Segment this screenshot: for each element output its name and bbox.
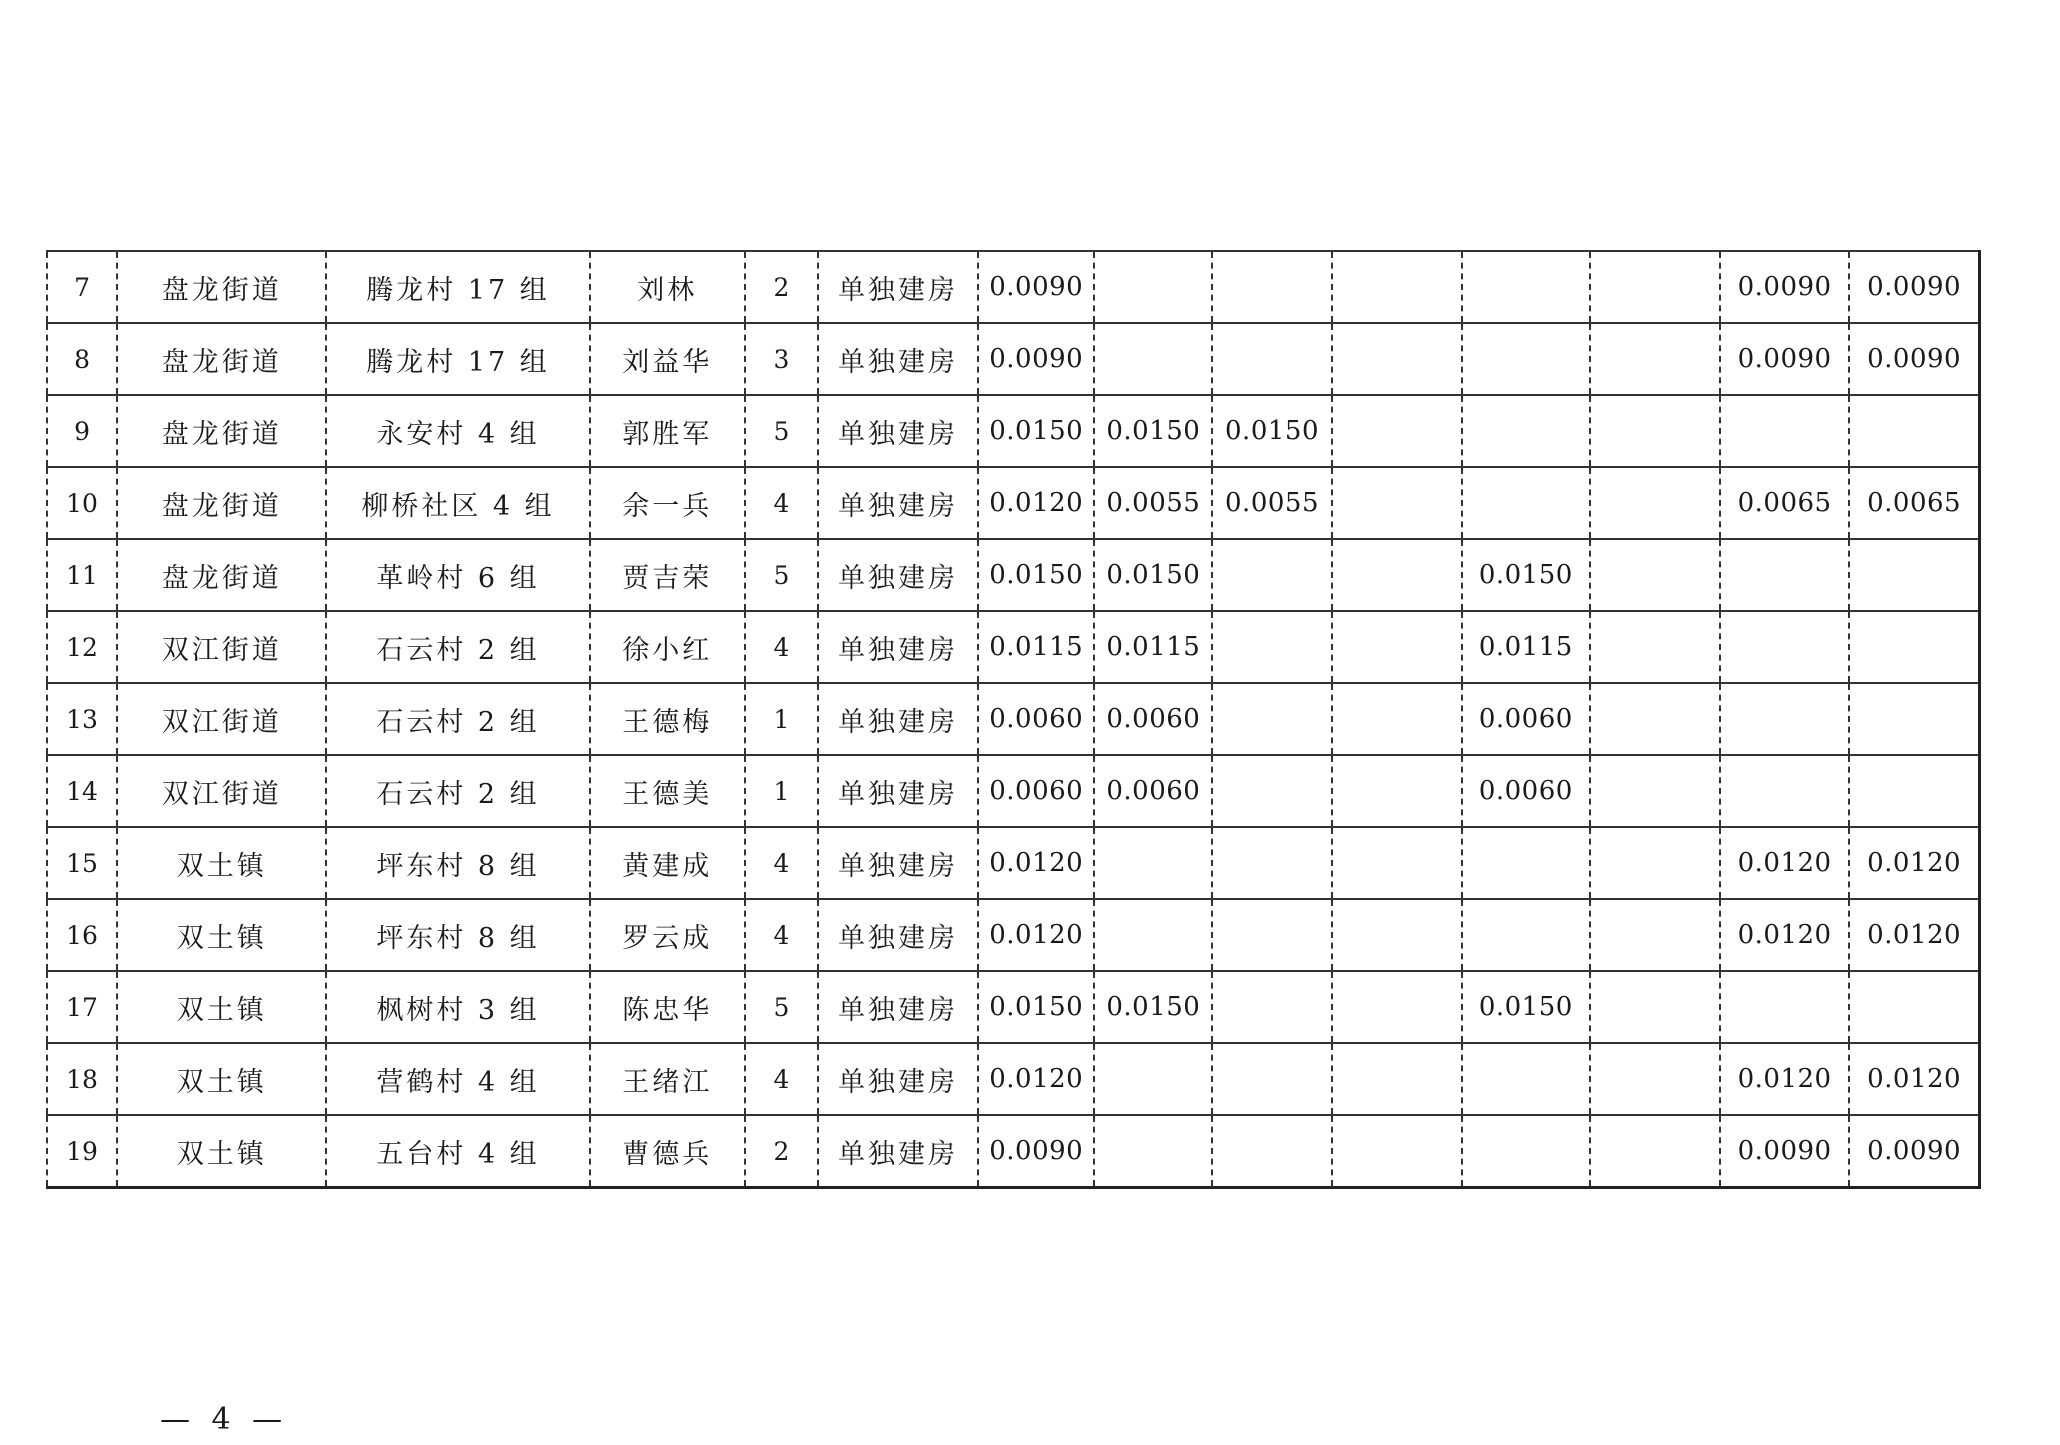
area-cell-5	[1462, 1043, 1590, 1115]
area-cell-6	[1590, 467, 1720, 539]
area-cell-4	[1332, 1043, 1462, 1115]
build-type-cell: 单独建房	[818, 467, 978, 539]
area-cell-2: 0.0150	[1094, 971, 1212, 1043]
area-cell-2: 0.0060	[1094, 755, 1212, 827]
area-cell-8: 0.0090	[1849, 1115, 1979, 1188]
area-cell-7	[1720, 395, 1849, 467]
area-cell-1: 0.0150	[978, 539, 1094, 611]
area-cell-5: 0.0150	[1462, 539, 1590, 611]
build-type-cell: 单独建房	[818, 971, 978, 1043]
household-size-cell: 1	[745, 755, 818, 827]
area-cell-1: 0.0120	[978, 827, 1094, 899]
area-cell-5: 0.0060	[1462, 755, 1590, 827]
township-cell: 双土镇	[117, 1043, 326, 1115]
area-cell-5	[1462, 1115, 1590, 1188]
area-cell-6	[1590, 611, 1720, 683]
village-group-cell: 坪东村 8 组	[326, 899, 589, 971]
applicant-name-cell: 王德美	[590, 755, 745, 827]
area-cell-1: 0.0090	[978, 323, 1094, 395]
area-cell-4	[1332, 395, 1462, 467]
household-size-cell: 4	[745, 899, 818, 971]
village-group-cell: 柳桥社区 4 组	[326, 467, 589, 539]
area-cell-1: 0.0115	[978, 611, 1094, 683]
area-cell-5	[1462, 467, 1590, 539]
build-type-cell: 单独建房	[818, 323, 978, 395]
area-cell-8: 0.0120	[1849, 899, 1979, 971]
area-cell-8	[1849, 611, 1979, 683]
household-size-cell: 4	[745, 827, 818, 899]
village-group-cell: 石云村 2 组	[326, 683, 589, 755]
village-group-cell: 石云村 2 组	[326, 755, 589, 827]
row-number-cell: 12	[47, 611, 117, 683]
village-group-cell: 五台村 4 组	[326, 1115, 589, 1188]
build-type-cell: 单独建房	[818, 899, 978, 971]
applicant-name-cell: 刘林	[590, 251, 745, 323]
area-cell-6	[1590, 899, 1720, 971]
area-cell-8: 0.0090	[1849, 251, 1979, 323]
township-cell: 双土镇	[117, 827, 326, 899]
table-body	[47, 251, 1980, 1188]
area-cell-4	[1332, 899, 1462, 971]
table-row	[47, 539, 1980, 611]
village-group-cell: 腾龙村 17 组	[326, 251, 589, 323]
area-cell-1: 0.0120	[978, 467, 1094, 539]
area-cell-4	[1332, 539, 1462, 611]
area-cell-4	[1332, 323, 1462, 395]
area-cell-7: 0.0065	[1720, 467, 1849, 539]
household-size-cell: 2	[745, 1115, 818, 1188]
area-cell-3	[1212, 611, 1331, 683]
land-use-table	[46, 250, 1981, 1189]
area-cell-4	[1332, 467, 1462, 539]
area-cell-1: 0.0120	[978, 899, 1094, 971]
household-size-cell: 1	[745, 683, 818, 755]
area-cell-3	[1212, 1043, 1331, 1115]
area-cell-5: 0.0115	[1462, 611, 1590, 683]
area-cell-4	[1332, 827, 1462, 899]
area-cell-5	[1462, 395, 1590, 467]
table-row	[47, 1043, 1980, 1115]
area-cell-3	[1212, 899, 1331, 971]
village-group-cell: 永安村 4 组	[326, 395, 589, 467]
applicant-name-cell: 罗云成	[590, 899, 745, 971]
area-cell-7: 0.0120	[1720, 899, 1849, 971]
row-number-cell: 7	[47, 251, 117, 323]
table-row	[47, 467, 1980, 539]
area-cell-1: 0.0150	[978, 395, 1094, 467]
area-cell-4	[1332, 971, 1462, 1043]
township-cell: 双江街道	[117, 611, 326, 683]
area-cell-1: 0.0090	[978, 251, 1094, 323]
area-cell-8	[1849, 755, 1979, 827]
area-cell-6	[1590, 323, 1720, 395]
household-size-cell: 5	[745, 971, 818, 1043]
township-cell: 双土镇	[117, 971, 326, 1043]
row-number-cell: 9	[47, 395, 117, 467]
township-cell: 双江街道	[117, 755, 326, 827]
applicant-name-cell: 余一兵	[590, 467, 745, 539]
table-row	[47, 827, 1980, 899]
village-group-cell: 革岭村 6 组	[326, 539, 589, 611]
table-row	[47, 611, 1980, 683]
build-type-cell: 单独建房	[818, 395, 978, 467]
area-cell-2: 0.0055	[1094, 467, 1212, 539]
row-number-cell: 17	[47, 971, 117, 1043]
village-group-cell: 枫树村 3 组	[326, 971, 589, 1043]
area-cell-7: 0.0090	[1720, 323, 1849, 395]
area-cell-4	[1332, 251, 1462, 323]
area-cell-1: 0.0090	[978, 1115, 1094, 1188]
household-size-cell: 4	[745, 467, 818, 539]
area-cell-6	[1590, 539, 1720, 611]
area-cell-7: 0.0090	[1720, 251, 1849, 323]
area-cell-8: 0.0090	[1849, 323, 1979, 395]
table-row	[47, 899, 1980, 971]
area-cell-7	[1720, 971, 1849, 1043]
household-size-cell: 4	[745, 611, 818, 683]
township-cell: 盘龙街道	[117, 395, 326, 467]
village-group-cell: 营鹤村 4 组	[326, 1043, 589, 1115]
area-cell-4	[1332, 755, 1462, 827]
area-cell-6	[1590, 251, 1720, 323]
area-cell-2	[1094, 1115, 1212, 1188]
area-cell-3	[1212, 755, 1331, 827]
table-row	[47, 1115, 1980, 1188]
area-cell-2: 0.0060	[1094, 683, 1212, 755]
area-cell-6	[1590, 971, 1720, 1043]
applicant-name-cell: 刘益华	[590, 323, 745, 395]
area-cell-1: 0.0150	[978, 971, 1094, 1043]
area-cell-3	[1212, 323, 1331, 395]
area-cell-4	[1332, 611, 1462, 683]
area-cell-6	[1590, 1115, 1720, 1188]
household-size-cell: 5	[745, 539, 818, 611]
build-type-cell: 单独建房	[818, 251, 978, 323]
area-cell-7: 0.0090	[1720, 1115, 1849, 1188]
area-cell-8: 0.0120	[1849, 1043, 1979, 1115]
area-cell-8	[1849, 683, 1979, 755]
household-size-cell: 4	[745, 1043, 818, 1115]
applicant-name-cell: 王德梅	[590, 683, 745, 755]
household-size-cell: 5	[745, 395, 818, 467]
township-cell: 盘龙街道	[117, 539, 326, 611]
applicant-name-cell: 黄建成	[590, 827, 745, 899]
build-type-cell: 单独建房	[818, 539, 978, 611]
row-number-cell: 10	[47, 467, 117, 539]
build-type-cell: 单独建房	[818, 611, 978, 683]
area-cell-2	[1094, 899, 1212, 971]
applicant-name-cell: 贾吉荣	[590, 539, 745, 611]
area-cell-2	[1094, 1043, 1212, 1115]
area-cell-6	[1590, 755, 1720, 827]
row-number-cell: 15	[47, 827, 117, 899]
table-row	[47, 323, 1980, 395]
area-cell-2	[1094, 251, 1212, 323]
area-cell-4	[1332, 683, 1462, 755]
table-row	[47, 395, 1980, 467]
applicant-name-cell: 曹德兵	[590, 1115, 745, 1188]
village-group-cell: 石云村 2 组	[326, 611, 589, 683]
area-cell-2: 0.0115	[1094, 611, 1212, 683]
table-row	[47, 971, 1980, 1043]
build-type-cell: 单独建房	[818, 683, 978, 755]
row-number-cell: 18	[47, 1043, 117, 1115]
applicant-name-cell: 陈忠华	[590, 971, 745, 1043]
area-cell-6	[1590, 683, 1720, 755]
area-cell-5: 0.0150	[1462, 971, 1590, 1043]
area-cell-2	[1094, 323, 1212, 395]
area-cell-1: 0.0120	[978, 1043, 1094, 1115]
build-type-cell: 单独建房	[818, 827, 978, 899]
area-cell-3	[1212, 827, 1331, 899]
area-cell-6	[1590, 395, 1720, 467]
applicant-name-cell: 郭胜军	[590, 395, 745, 467]
area-cell-3: 0.0055	[1212, 467, 1331, 539]
area-cell-3	[1212, 539, 1331, 611]
township-cell: 盘龙街道	[117, 251, 326, 323]
area-cell-7: 0.0120	[1720, 1043, 1849, 1115]
township-cell: 双土镇	[117, 899, 326, 971]
household-size-cell: 3	[745, 323, 818, 395]
applicant-name-cell: 王绪江	[590, 1043, 745, 1115]
area-cell-7: 0.0120	[1720, 827, 1849, 899]
area-cell-5	[1462, 323, 1590, 395]
area-cell-1: 0.0060	[978, 755, 1094, 827]
area-cell-3	[1212, 971, 1331, 1043]
build-type-cell: 单独建房	[818, 1043, 978, 1115]
area-cell-6	[1590, 827, 1720, 899]
build-type-cell: 单独建房	[818, 1115, 978, 1188]
area-cell-5	[1462, 899, 1590, 971]
area-cell-3: 0.0150	[1212, 395, 1331, 467]
table-row	[47, 251, 1980, 323]
area-cell-8	[1849, 539, 1979, 611]
row-number-cell: 11	[47, 539, 117, 611]
area-cell-2: 0.0150	[1094, 539, 1212, 611]
area-cell-2: 0.0150	[1094, 395, 1212, 467]
area-cell-2	[1094, 827, 1212, 899]
area-cell-1: 0.0060	[978, 683, 1094, 755]
row-number-cell: 13	[47, 683, 117, 755]
township-cell: 盘龙街道	[117, 467, 326, 539]
area-cell-6	[1590, 1043, 1720, 1115]
area-cell-7	[1720, 611, 1849, 683]
area-cell-5	[1462, 251, 1590, 323]
area-cell-7	[1720, 539, 1849, 611]
page-number: — 4 —	[160, 1402, 289, 1437]
area-cell-8	[1849, 395, 1979, 467]
area-cell-5	[1462, 827, 1590, 899]
build-type-cell: 单独建房	[818, 755, 978, 827]
area-cell-7	[1720, 683, 1849, 755]
area-cell-4	[1332, 1115, 1462, 1188]
household-size-cell: 2	[745, 251, 818, 323]
village-group-cell: 腾龙村 17 组	[326, 323, 589, 395]
area-cell-8: 0.0065	[1849, 467, 1979, 539]
township-cell: 盘龙街道	[117, 323, 326, 395]
applicant-name-cell: 徐小红	[590, 611, 745, 683]
village-group-cell: 坪东村 8 组	[326, 827, 589, 899]
table-row	[47, 683, 1980, 755]
row-number-cell: 19	[47, 1115, 117, 1188]
township-cell: 双江街道	[117, 683, 326, 755]
area-cell-7	[1720, 755, 1849, 827]
area-cell-8	[1849, 971, 1979, 1043]
table-row	[47, 755, 1980, 827]
area-cell-8: 0.0120	[1849, 827, 1979, 899]
area-cell-3	[1212, 251, 1331, 323]
row-number-cell: 14	[47, 755, 117, 827]
area-cell-5: 0.0060	[1462, 683, 1590, 755]
area-cell-3	[1212, 683, 1331, 755]
row-number-cell: 16	[47, 899, 117, 971]
row-number-cell: 8	[47, 323, 117, 395]
area-cell-3	[1212, 1115, 1331, 1188]
township-cell: 双土镇	[117, 1115, 326, 1188]
